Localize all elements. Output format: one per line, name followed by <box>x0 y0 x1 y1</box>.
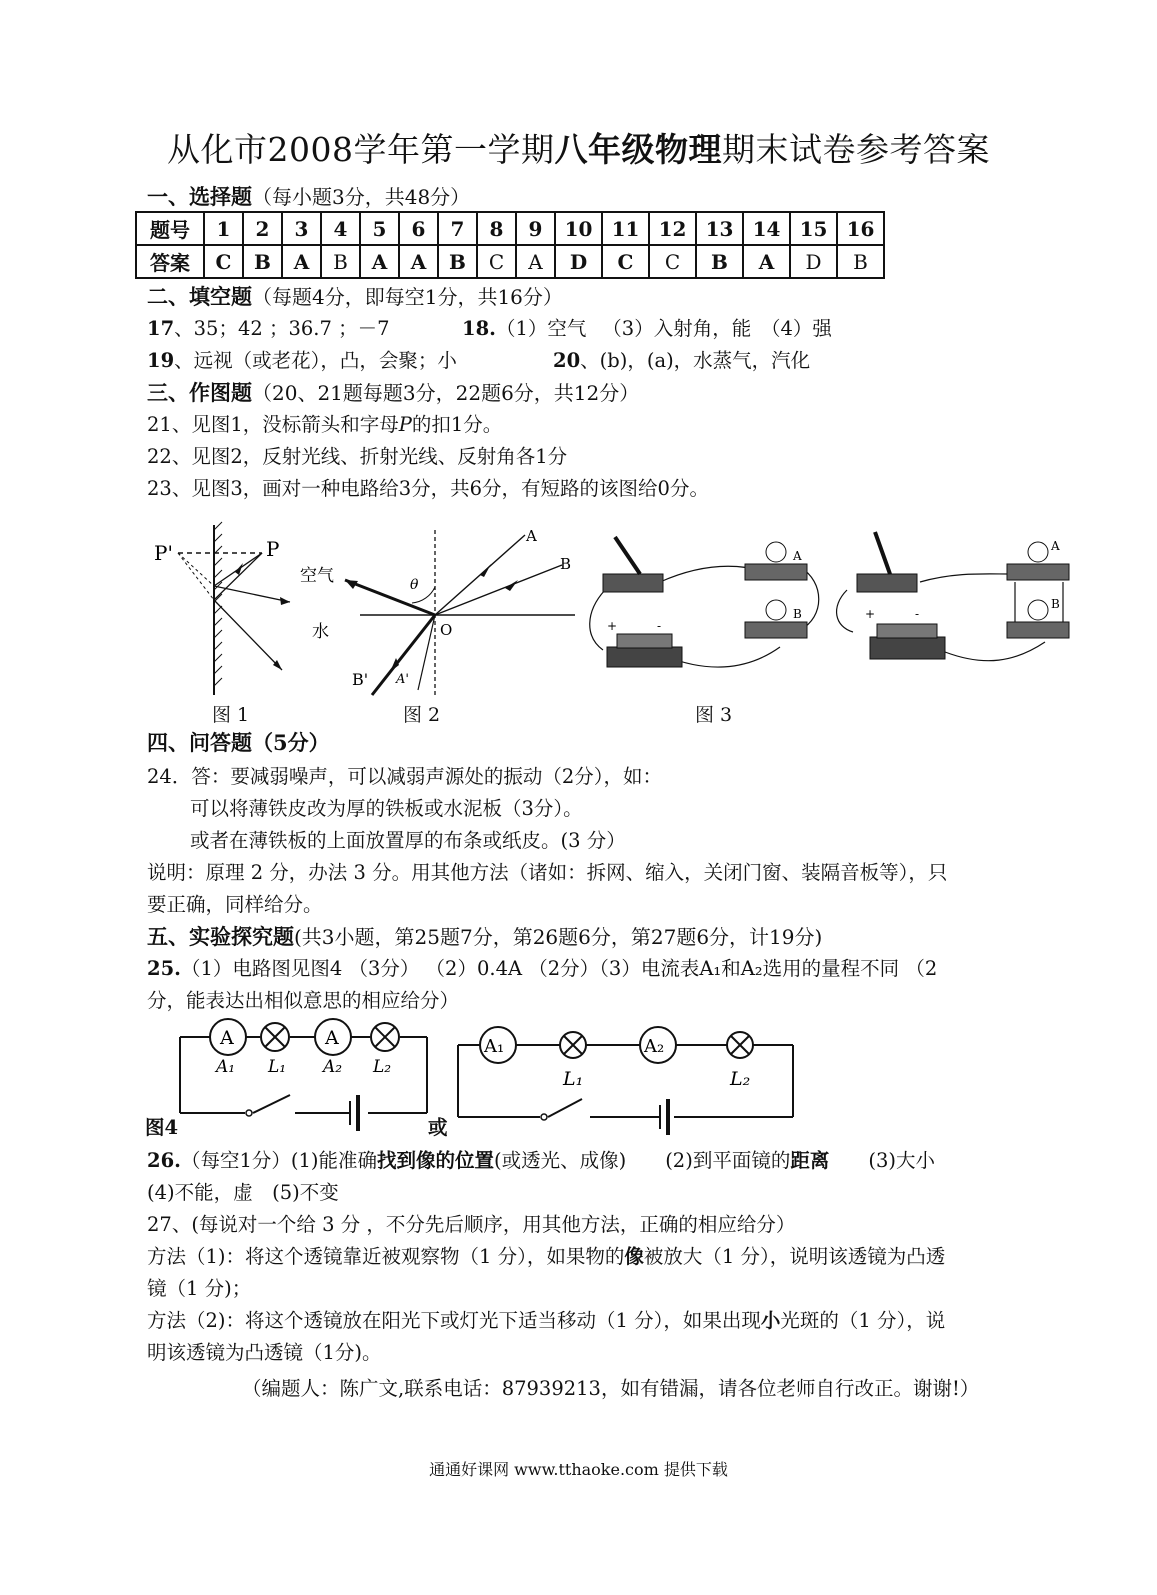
section-4-heading: 四、问答题（5分） <box>147 730 330 755</box>
answer-19: 19、远视（或老花），凸，会聚；小 <box>147 349 457 372</box>
label-a2: A₂ <box>323 1057 343 1077</box>
question-number-cell: 13 <box>696 212 743 245</box>
answer-26-line-1: 26.（每空1分）(1)能准确找到像的位置(或透光、成像) (2)到平面镜的距离 (3)大小 <box>147 1149 935 1172</box>
figure-1-caption: 图 1 <box>212 704 250 726</box>
question-number-cell: 15 <box>790 212 837 245</box>
svg-text:A: A <box>325 1027 339 1049</box>
answer-cell: A <box>282 245 321 278</box>
answer-26-line-2: (4)不能，虚 (5)不变 <box>147 1181 339 1204</box>
fig3-minus-1: - <box>657 619 662 633</box>
section-1-heading: 一、选择题（每小题3分，共48分） <box>147 184 471 209</box>
answer-27-method-1: 方法（1)：将这个透镜靠近被观察物（1 分），如果物的像被放大（1 分），说明该透镜为凸透 <box>147 1245 946 1268</box>
question-number-cell: 1 <box>204 212 243 245</box>
answer-18: 18.（1）空气 （3）入射角，能 （4）强 <box>462 317 832 340</box>
fig3-battery-2 <box>870 637 945 659</box>
fig2-label-o: O <box>440 621 453 639</box>
question-number-cell: 4 <box>321 212 360 245</box>
answer-cell: B <box>321 245 360 278</box>
label-l1: L₁ <box>563 1068 584 1090</box>
answer-25-line-2: 分，能表达出相似意思的相应给分） <box>147 989 460 1012</box>
answer-table <box>135 211 885 279</box>
fig2-label-b: B <box>560 555 572 573</box>
question-number-cell: 7 <box>438 212 477 245</box>
fig3-label-b-2: B <box>1051 597 1060 611</box>
fig3-label-b-1: B <box>793 607 802 621</box>
answer-cell: B <box>243 245 282 278</box>
question-number-cell: 2 <box>243 212 282 245</box>
answer-cell: B <box>837 245 884 278</box>
answer-24-line-1: 24．答：要减弱噪声，可以减弱声源处的振动（2分），如： <box>147 765 662 788</box>
answer-27-method-2-cont: 明该透镜为凸透镜（1分)。 <box>147 1341 382 1364</box>
answer-cell: A <box>399 245 438 278</box>
footer-source: 通通好课网 www.tthaoke.com 提供下载 <box>429 1460 728 1479</box>
answer-27-line-1: 27、(每说对一个给 3 分 ，不分先后顺序，用其他方法，正确的相应给分） <box>147 1213 796 1236</box>
question-number-cell: 16 <box>837 212 884 245</box>
answer-cell: C <box>204 245 243 278</box>
label-l2: L₂ <box>373 1057 392 1077</box>
table-row-label: 答案 <box>136 245 204 278</box>
answer-cell: A <box>360 245 399 278</box>
svg-text:A₂: A₂ <box>644 1036 665 1057</box>
fig3-switch-lever-1 <box>615 537 640 574</box>
fig3-plus-2: + <box>865 607 876 621</box>
label-l1: L₁ <box>268 1057 287 1077</box>
fig1-label-p-prime: P' <box>154 541 173 565</box>
fig3-minus-2: - <box>915 607 920 621</box>
answer-cell: A <box>516 245 555 278</box>
fig2-label-air: 空气 <box>300 566 334 586</box>
answer-23: 23、见图3，画对一种电路给3分，共6分，有短路的该图给0分。 <box>147 477 709 500</box>
question-number-cell: 12 <box>649 212 696 245</box>
label-a1: A₁ <box>216 1057 236 1077</box>
fig3-switch-base-1 <box>603 574 663 592</box>
figure-1-diagram <box>150 520 300 700</box>
answer-24-note-2: 要正确，同样给分。 <box>147 893 323 916</box>
answer-24-note-1: 说明：原理 2 分，办法 3 分。用其他方法（诸如：拆网、缩入，关闭门窗、装隔音板等），只 <box>147 861 948 884</box>
answer-cell: C <box>477 245 516 278</box>
fig3-switch-base-2 <box>857 574 917 592</box>
fig2-label-water: 水 <box>312 622 329 642</box>
question-number-cell: 5 <box>360 212 399 245</box>
answer-20: 20、(b)，(a)，水蒸气，汽化 <box>553 349 811 372</box>
figure-3-diagram <box>585 522 1090 677</box>
fig1-label-p: P <box>266 537 280 561</box>
question-number-cell: 3 <box>282 212 321 245</box>
section-5-heading: 五、实验探究题(共3小题，第25题7分，第26题6分，第27题6分，计19分) <box>147 924 823 949</box>
fig3-plus-1: + <box>607 619 618 633</box>
figure-3-caption: 图 3 <box>695 704 733 726</box>
answer-24-line-2: 可以将薄铁皮改为厚的铁板或水泥板（3分）。 <box>190 797 583 820</box>
answer-cell: B <box>696 245 743 278</box>
table-row-answers <box>136 245 884 278</box>
answer-27-method-1-cont: 镜（1 分)； <box>147 1277 252 1300</box>
fig3-label-a-2: A <box>1051 539 1060 553</box>
answer-21: 21、见图1，没标箭头和字母P的扣1分。 <box>147 413 503 436</box>
answer-cell: C <box>649 245 696 278</box>
table-row-numbers <box>136 212 884 245</box>
fig3-lamp-b-1 <box>745 622 807 638</box>
figure-4-caption: 图4 <box>145 1116 179 1139</box>
question-number-cell: 14 <box>743 212 790 245</box>
fig3-battery-1 <box>607 647 682 667</box>
question-number-cell: 11 <box>602 212 649 245</box>
fig3-lamp-b-2 <box>1007 622 1069 638</box>
fig2-label-a: A <box>526 527 537 545</box>
question-number-cell: 10 <box>555 212 602 245</box>
figure-2-diagram <box>300 525 580 700</box>
fig3-label-a-1: A <box>793 549 802 563</box>
fig3-lamp-a-2 <box>1007 564 1069 580</box>
fig2-label-theta: θ <box>410 577 419 593</box>
answer-cell: D <box>790 245 837 278</box>
answer-25-line-1: 25.（1）电路图见图4 （3分） （2）0.4A （2分）（3）电流表A₁和A₂选用的量程不同 （2 <box>147 957 938 980</box>
answer-22: 22、见图2，反射光线、折射光线、反射角各1分 <box>147 445 568 468</box>
answer-cell: A <box>743 245 790 278</box>
svg-text:A₁: A₁ <box>484 1036 505 1057</box>
answer-27-method-2: 方法（2)：将这个透镜放在阳光下或灯光下适当移动（1 分），如果出现小光斑的（1 分），说 <box>147 1309 946 1332</box>
fig2-label-a-prime: A' <box>396 672 409 687</box>
answer-17: 17、35；42 ；36.7 ；－7 <box>147 317 390 340</box>
editor-note: （编题人：陈广文,联系电话：87939213，如有错漏，请各位老师自行改正。谢谢!） <box>242 1377 980 1400</box>
answer-24-line-3: 或者在薄铁板的上面放置厚的布条或纸皮。(3 分） <box>190 829 626 852</box>
fig2-label-b-prime: B' <box>352 670 369 689</box>
fig3-switch-lever-2 <box>875 532 890 574</box>
answer-cell: D <box>555 245 602 278</box>
table-row-label: 题号 <box>136 212 204 245</box>
question-number-cell: 9 <box>516 212 555 245</box>
section-3-heading: 三、作图题（20、21题每题3分，22题6分，共12分） <box>147 380 640 405</box>
svg-text:A: A <box>220 1027 234 1049</box>
figure-4-or: 或 <box>428 1116 448 1139</box>
question-number-cell: 8 <box>477 212 516 245</box>
answer-cell: B <box>438 245 477 278</box>
question-number-cell: 6 <box>399 212 438 245</box>
label-l2: L₂ <box>730 1068 751 1090</box>
figure-4-diagram <box>140 1015 810 1140</box>
figure-2-caption: 图 2 <box>403 704 441 726</box>
page-title: 从化市2008学年第一学期八年级物理期末试卷参考答案 <box>167 130 990 169</box>
section-2-heading: 二、填空题（每题4分，即每空1分，共16分） <box>147 284 563 309</box>
answer-cell: C <box>602 245 649 278</box>
fig3-lamp-a-1 <box>745 564 807 580</box>
